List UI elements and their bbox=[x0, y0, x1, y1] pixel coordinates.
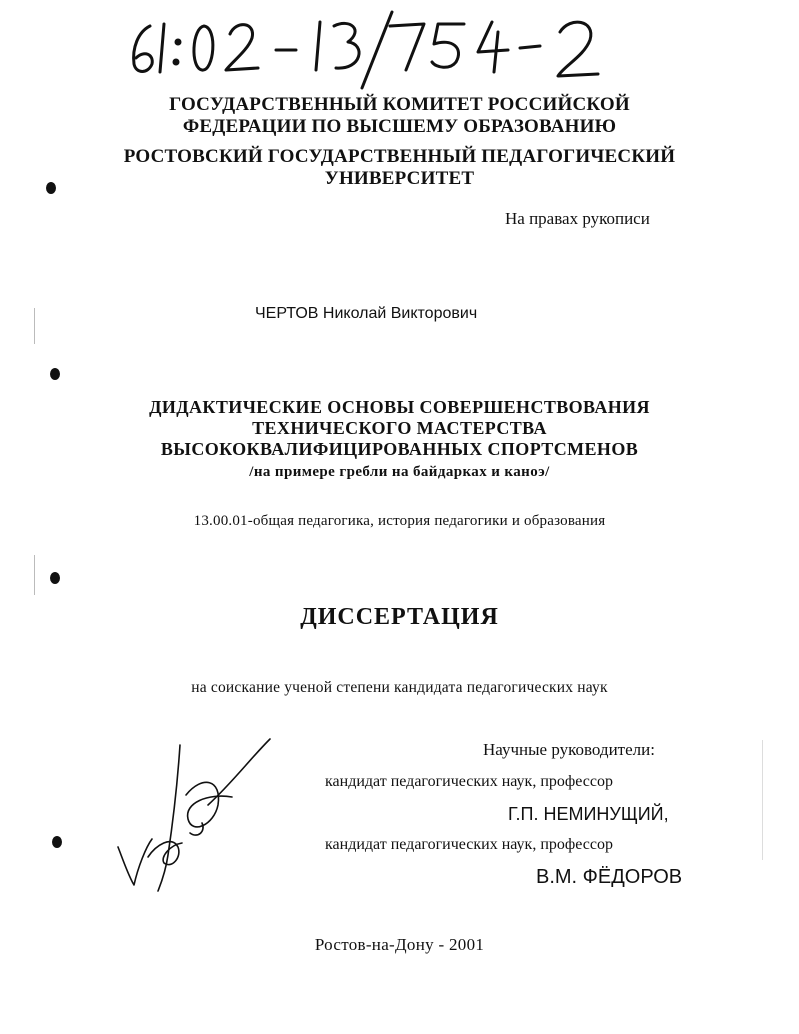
scan-edge-line bbox=[34, 555, 35, 595]
university-heading bbox=[0, 146, 799, 190]
ministry-line-1: ГОСУДАРСТВЕННЫЙ КОМИТЕТ РОССИЙСКОЙ bbox=[169, 94, 630, 115]
degree-statement: на соискание ученой степени кандидата педагогических наук bbox=[191, 679, 608, 696]
dissertation-title bbox=[0, 397, 799, 460]
speciality-code: 13.00.01-общая педагогика, история педагогики и образования bbox=[193, 513, 606, 529]
title-line-1: ДИДАКТИЧЕСКИЕ ОСНОВЫ СОВЕРШЕНСТВОВАНИЯ bbox=[149, 397, 650, 417]
manuscript-rights-note: На правах рукописи bbox=[505, 209, 650, 228]
ministry-line-2: ФЕДЕРАЦИИ ПО ВЫСШЕМУ ОБРАЗОВАНИЮ bbox=[182, 116, 617, 137]
author-name: ЧЕРТОВ Николай Викторович bbox=[255, 305, 478, 322]
title-line-3: ВЫСОКОКВАЛИФИЦИРОВАННЫХ СПОРТСМЕНОВ bbox=[160, 439, 639, 459]
university-line-1: РОСТОВСКИЙ ГОСУДАРСТВЕННЫЙ ПЕДАГОГИЧЕСКИЙ bbox=[123, 146, 676, 167]
archive-code-handwriting bbox=[120, 8, 640, 90]
supervisor-1-rank: кандидат педагогических наук, профессор bbox=[325, 773, 613, 790]
punch-hole-mark bbox=[50, 572, 60, 584]
ministry-heading bbox=[0, 94, 799, 138]
supervisor-2-rank: кандидат педагогических наук, профессор bbox=[325, 836, 613, 853]
title-line-2: ТЕХНИЧЕСКОГО МАСТЕРСТВА bbox=[252, 418, 547, 438]
supervisors-heading: Научные руководители: bbox=[483, 740, 655, 759]
university-line-2: УНИВЕРСИТЕТ bbox=[324, 168, 475, 189]
supervisor-2-name: В.М. ФЁДОРОВ bbox=[536, 866, 683, 888]
supervisor-1-name: Г.П. НЕМИНУЩИЙ, bbox=[508, 804, 669, 824]
scan-edge-line bbox=[34, 308, 35, 344]
handwritten-signature bbox=[112, 735, 287, 895]
city-year: Ростов-на-Дону - 2001 bbox=[314, 935, 485, 954]
title-subtitle: /на примере гребли на байдарках и каноэ/ bbox=[249, 464, 550, 480]
punch-hole-mark bbox=[50, 368, 60, 380]
document-kind: ДИССЕРТАЦИЯ bbox=[300, 604, 499, 630]
punch-hole-mark bbox=[52, 836, 62, 848]
scan-edge-line bbox=[762, 740, 763, 860]
